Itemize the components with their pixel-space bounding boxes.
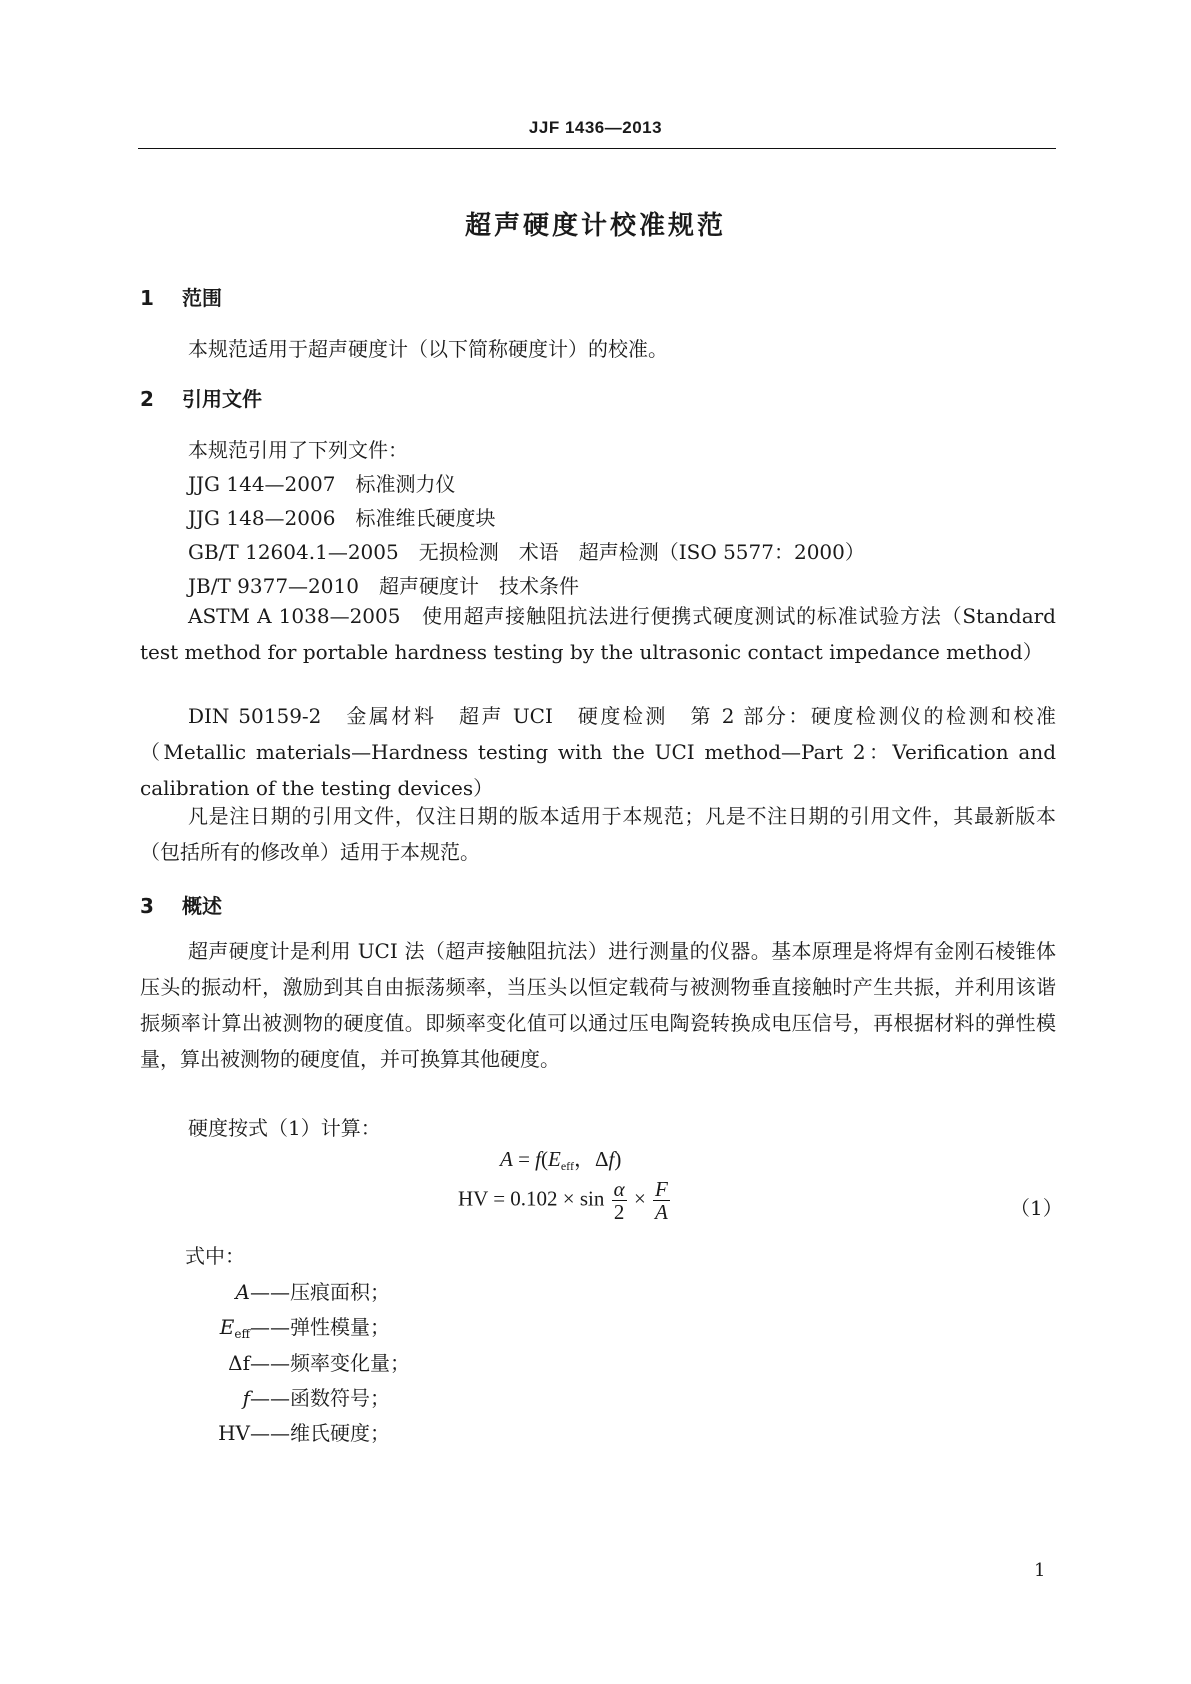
formula-intro: 硬度按式（1）计算： (188, 1116, 381, 1140)
section-2-heading (140, 383, 262, 412)
section-title: 范围 (182, 286, 222, 310)
definition-text: ——压痕面积； (250, 1280, 390, 1304)
reference-item: JJG 148—2006 标准维氏硬度块 (188, 506, 496, 530)
section-title: 概述 (182, 894, 222, 918)
section-1-text: 本规范适用于超声硬度计（以下简称硬度计）的校准。 (188, 337, 668, 361)
definition-symbol: HV (218, 1421, 250, 1445)
equation-number: （1） (1010, 1196, 1063, 1220)
section-number: 3 (140, 894, 154, 918)
definition-item (140, 1311, 390, 1341)
definition-text: ——维氏硬度； (250, 1421, 390, 1445)
definition-text: ——弹性模量； (250, 1315, 390, 1339)
reference-item: JJG 144—2007 标准测力仪 (188, 472, 456, 496)
header-rule (138, 148, 1056, 149)
reference-item: JB/T 9377—2010 超声硬度计 技术条件 (188, 574, 579, 598)
definition-symbol-subscript: eff (234, 1327, 250, 1341)
definition-item (140, 1347, 410, 1376)
references-intro: 本规范引用了下列文件： (188, 438, 408, 462)
reference-item-astm: ASTM A 1038—2005 使用超声接触阻抗法进行便携式硬度测试的标准试验方法（Standard test method for portable hardness testing by the ultrasonic contact impedance method） (140, 604, 1056, 664)
definition-text: ——频率变化量； (250, 1351, 410, 1375)
definition-symbol: A (235, 1280, 250, 1304)
definition-symbol: Δf (228, 1351, 250, 1375)
page-title: 超声硬度计校准规范 (464, 211, 726, 241)
reference-item: GB/T 12604.1—2005 无损检测 术语 超声检测（ISO 5577：2000） (188, 540, 865, 564)
page-number: 1 (1034, 1560, 1046, 1581)
definition-symbol: E (219, 1315, 235, 1339)
reference-item-din: DIN 50159-2 金属材料 超声 UCI 硬度检测 第 2 部分：硬度检测仪的检测和校准（Metallic materials—Hardness testing with the UCI method—Part 2：Verification and calibration of the testing devices） (140, 704, 1056, 800)
section-3-heading (140, 890, 222, 919)
section-number: 2 (140, 387, 154, 411)
definition-item (140, 1417, 390, 1446)
definition-text: ——函数符号； (250, 1386, 390, 1410)
definition-symbol: f (242, 1386, 250, 1410)
document-code-header: JJF 1436—2013 (528, 118, 663, 137)
section-1-heading (140, 282, 222, 311)
section-title: 引用文件 (182, 387, 262, 411)
definition-item (140, 1276, 390, 1305)
section-number: 1 (140, 286, 154, 310)
equation-function: $A = f(E_{eff}$，Δf) (500, 1147, 622, 1173)
references-note: 凡是注日期的引用文件，仅注日期的版本适用于本规范；凡是不注日期的引用文件，其最新版本（包括所有的修改单）适用于本规范。 (140, 804, 1056, 864)
equation-hv: HV = 0.102 × sin $\frac{\alpha}{2}$ × $\frac{F}{A}$ (458, 1177, 668, 1225)
where-label: 式中： (185, 1244, 245, 1268)
definition-item (140, 1382, 390, 1411)
overview-paragraph: 超声硬度计是利用 UCI 法（超声接触阻抗法）进行测量的仪器。基本原理是将焊有金刚石棱锥体压头的振动杆，激励到其自由振荡频率，当压头以恒定载荷与被测物垂直接触时产生共振，并利用该谐振频率计算出被测物的硬度值。即频率变化值可以通过压电陶瓷转换成电压信号，再根据材料的弹性模量，算出被测物的硬度值，并可换算其他硬度。 (140, 939, 1056, 1071)
